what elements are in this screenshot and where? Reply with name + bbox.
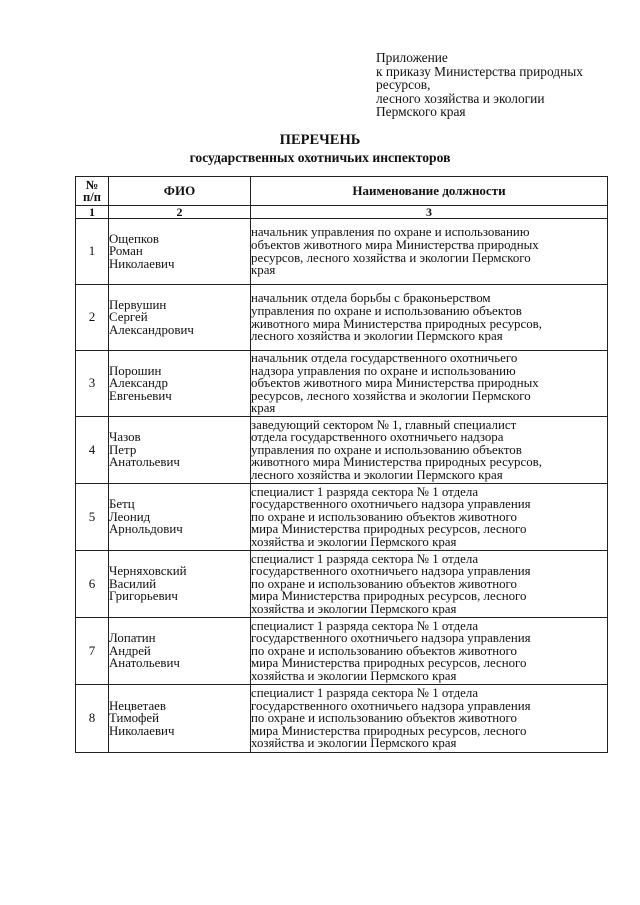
position-line: края	[251, 263, 276, 278]
table-row	[76, 417, 608, 484]
position-line: мира Министерства природных ресурсов, лесного	[251, 656, 527, 671]
position-title	[251, 417, 608, 484]
inspector-name	[109, 417, 251, 484]
position-line: хозяйства и экологии Пермского края	[251, 601, 457, 616]
position-line: животного мира Министерства природных ресурсов,	[251, 455, 542, 470]
table-row	[76, 219, 608, 285]
position-line: специалист 1 разряда сектора № 1 отдела	[251, 551, 479, 566]
position-line: специалист 1 разряда сектора № 1 отдела	[251, 484, 479, 499]
header-position: Наименование должности	[251, 177, 608, 206]
name-line: Первушин	[109, 297, 167, 312]
name-line: Николаевич	[109, 723, 175, 738]
position-line: заведующий сектором № 1, главный специалист	[251, 417, 517, 432]
position-title	[251, 285, 608, 351]
appendix-block	[376, 51, 631, 119]
position-line: начальник отдела государственного охотничьего	[251, 351, 518, 366]
position-line: специалист 1 разряда сектора № 1 отдела	[251, 618, 479, 633]
document-title: ПЕРЕЧЕНЬ	[279, 132, 361, 148]
appendix-line: к приказу Министерства природных	[376, 63, 583, 79]
column-number: 1	[76, 206, 109, 219]
position-line: государственного охотничьего надзора управления	[251, 631, 531, 646]
inspectors-table	[75, 176, 608, 753]
name-line: Бетц	[109, 497, 135, 512]
name-line: Арнольдович	[109, 522, 183, 537]
row-number: 5	[76, 484, 109, 551]
position-title	[251, 219, 608, 285]
position-line: ресурсов, лесного хозяйства и экологии Пермского	[251, 388, 531, 403]
row-number: 8	[76, 685, 109, 753]
name-line: Порошин	[109, 363, 162, 378]
name-line: Евгеньевич	[109, 388, 172, 403]
position-line: лесного хозяйства и экологии Пермского края	[251, 329, 503, 344]
appendix-line: лесного хозяйства и экологии	[376, 90, 545, 106]
position-line: управления по охране и использованию объектов	[251, 303, 522, 318]
position-line: специалист 1 разряда сектора № 1 отдела	[251, 686, 479, 701]
row-number: 2	[76, 285, 109, 351]
table-row	[76, 551, 608, 618]
position-title	[251, 685, 608, 753]
position-title	[251, 484, 608, 551]
position-line: по охране и использованию объектов животного	[251, 711, 517, 726]
position-line: отдела государственного охотничьего надзора	[251, 430, 504, 445]
name-line: Василий	[109, 576, 157, 591]
table-row	[76, 484, 608, 551]
name-line: Николаевич	[109, 256, 175, 271]
name-line: Александр	[109, 376, 168, 391]
column-number: 3	[251, 206, 608, 219]
position-line: начальник управления по охране и использованию	[251, 225, 530, 240]
name-line: Анатольевич	[109, 455, 180, 470]
name-line: Андрей	[109, 643, 151, 658]
name-line: Анатольевич	[109, 656, 180, 671]
table-row	[76, 351, 608, 417]
position-line: государственного охотничьего надзора управления	[251, 564, 531, 579]
name-line: Тимофей	[109, 711, 160, 726]
position-line: мира Министерства природных ресурсов, лесного	[251, 589, 527, 604]
appendix-line: Приложение	[376, 50, 448, 65]
table-row	[76, 285, 608, 351]
header-number-line2: п/п	[83, 190, 101, 204]
position-line: объектов животного мира Министерства природных	[251, 376, 539, 391]
position-line: края	[251, 401, 276, 416]
position-line: животного мира Министерства природных ресурсов,	[251, 316, 542, 331]
name-line: Леонид	[109, 509, 151, 524]
column-numbers-row	[76, 206, 608, 219]
name-line: Черняховский	[109, 564, 187, 579]
name-line: Чазов	[109, 430, 141, 445]
position-line: хозяйства и экологии Пермского края	[251, 534, 457, 549]
row-number: 6	[76, 551, 109, 618]
header-number-line1: №	[85, 178, 99, 192]
name-line: Александрович	[109, 322, 194, 337]
inspector-name	[109, 484, 251, 551]
document-subtitle: государственных охотничьих инспекторов	[189, 150, 451, 165]
position-line: по охране и использованию объектов животного	[251, 576, 517, 591]
table-row	[76, 618, 608, 685]
position-line: по охране и использованию объектов животного	[251, 509, 517, 524]
position-line: мира Министерства природных ресурсов, лесного	[251, 723, 527, 738]
table-body	[76, 219, 608, 753]
position-line: объектов животного мира Министерства природных	[251, 237, 539, 252]
inspector-name	[109, 285, 251, 351]
table-header-row	[76, 177, 608, 206]
appendix-line: ресурсов,	[376, 77, 431, 93]
header-fio: ФИО	[109, 177, 251, 206]
name-line: Лопатин	[109, 631, 156, 646]
position-title	[251, 551, 608, 618]
appendix-line: Пермского края	[376, 104, 466, 120]
position-line: ресурсов, лесного хозяйства и экологии Пермского	[251, 250, 531, 265]
position-line: надзора управления по охране и использованию	[251, 363, 516, 378]
inspector-name	[109, 551, 251, 618]
position-title	[251, 618, 608, 685]
column-number: 2	[109, 206, 251, 219]
name-line: Сергей	[109, 310, 148, 325]
position-line: мира Министерства природных ресурсов, лесного	[251, 522, 527, 537]
name-line: Григорьевич	[109, 589, 178, 604]
inspector-name	[109, 618, 251, 685]
row-number: 3	[76, 351, 109, 417]
position-line: хозяйства и экологии Пермского края	[251, 736, 457, 751]
inspector-name	[109, 351, 251, 417]
row-number: 4	[76, 417, 109, 484]
position-line: хозяйства и экологии Пермского края	[251, 668, 457, 683]
position-line: по охране и использованию объектов животного	[251, 643, 517, 658]
position-line: начальник отдела борьбы с браконьерством	[251, 291, 491, 306]
name-line: Роман	[109, 244, 143, 259]
name-line: Ощепков	[109, 231, 159, 246]
header-number	[76, 177, 109, 206]
name-line: Нецветаев	[109, 698, 166, 713]
name-line: Петр	[109, 442, 137, 457]
position-line: государственного охотничьего надзора управления	[251, 497, 531, 512]
position-title	[251, 351, 608, 417]
position-line: государственного охотничьего надзора управления	[251, 698, 531, 713]
row-number: 1	[76, 219, 109, 285]
position-line: управления по охране и использованию объектов	[251, 442, 522, 457]
table-row	[76, 685, 608, 753]
position-line: лесного хозяйства и экологии Пермского края	[251, 467, 503, 482]
inspector-name	[109, 219, 251, 285]
row-number: 7	[76, 618, 109, 685]
inspector-name	[109, 685, 251, 753]
